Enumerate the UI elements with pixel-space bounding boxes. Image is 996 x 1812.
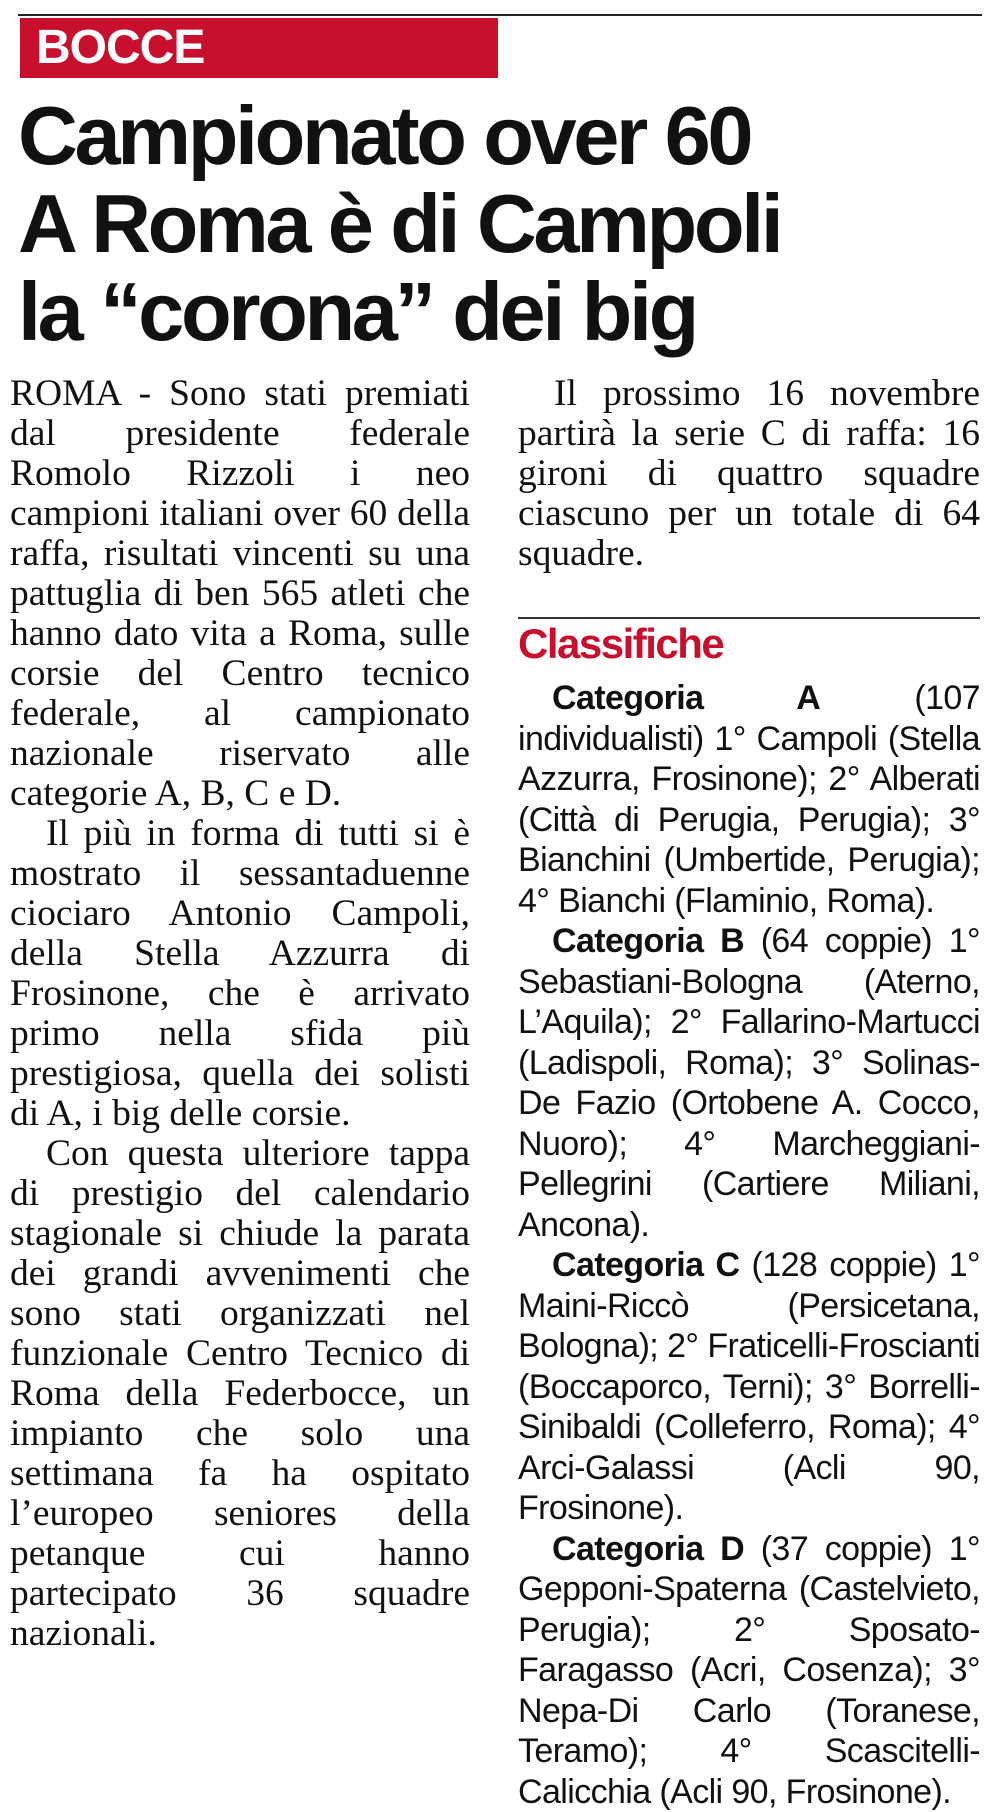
article-column-left — [10, 374, 470, 1654]
results-entry — [518, 1245, 980, 1529]
headline-line-3: la “corona” dei big — [18, 268, 988, 356]
body-paragraph: Il prossimo 16 novembre partirà la serie C di raffa: 16 gironi di quattro squadre ciascuno per un totale di 64 squadre. — [518, 374, 980, 574]
results-entry — [518, 1529, 980, 1812]
category-results: (64 coppie) 1° Sebastiani-Bologna (Aterno, L’Aquila); 2° Fallarino-Martucci (Ladispoli, Roma); 3° Solinas-De Fazio (Ortobene A. Cocco, Nuoro); 4° Marcheggiani-Pellegrini (Cartiere Miliani, Ancona). — [518, 922, 980, 1244]
category-name: Categoria B — [552, 922, 744, 960]
results-entry — [518, 921, 980, 1245]
category-name: Categoria C — [552, 1246, 739, 1284]
body-paragraph: Con questa ulteriore tappa di prestigio del calendario stagionale si chiude la parata dei grandi avvenimenti che sono stati organizzati nel funzionale Centro Tecnico di Roma della Federbocce, un impianto che solo una settimana fa ha ospitato l’europeo seniores della petanque cui hanno partecipato 36 squadre nazionali. — [10, 1134, 470, 1654]
results-entry — [518, 678, 980, 921]
category-name: Categoria D — [552, 1530, 744, 1568]
section-divider — [518, 617, 980, 619]
body-paragraph: ROMA - Sono stati premiati dal presidente federale Romolo Rizzoli i neo campioni italiani over 60 della raffa, risultati vincenti su una pattuglia di ben 565 atleti che hanno dato vita a Roma, sulle corsie del Centro tecnico federale, al campionato nazionale riservato alle categorie A, B, C e D. — [10, 374, 470, 814]
results-list — [518, 678, 980, 1812]
top-rule — [18, 14, 982, 16]
category-results: (107 individualisti) 1° Campoli (Stella Azzurra, Frosinone); 2° Alberati (Città di Perugia, Perugia); 3° Bianchini (Umbertide, Perugia); 4° Bianchi (Flaminio, Roma). — [518, 679, 980, 920]
headline — [18, 92, 988, 356]
category-results: (128 coppie) 1° Maini-Riccò (Persicetana, Bologna); 2° Fraticelli-Froscianti (Boccaporco, Terni); 3° Borrelli-Sinibaldi (Colleferro, Roma); 4° Arci-Galassi (Acli 90, Frosinone). — [518, 1246, 980, 1527]
headline-line-2: A Roma è di Campoli — [18, 180, 988, 268]
section-label-banner — [20, 18, 498, 78]
results-title: Classifiche — [518, 620, 723, 668]
category-results: (37 coppie) 1° Gepponi-Spaterna (Castelvieto, Perugia); 2° Sposato-Faragasso (Acri, Cosenza); 3° Nepa-Di Carlo (Toranese, Teramo); 4° Scascitelli-Calicchia (Acli 90, Frosinone). — [518, 1530, 980, 1811]
body-paragraph: Il più in forma di tutti si è mostrato il sessantaduenne ciociaro Antonio Campoli, della Stella Azzurra di Frosinone, che è arrivato primo nella sfida più prestigiosa, quella dei solisti di A, i big delle corsie. — [10, 814, 470, 1134]
category-name: Categoria A — [552, 679, 820, 717]
article-column-right — [518, 374, 980, 574]
section-label: BOCCE — [36, 20, 204, 75]
headline-line-1: Campionato over 60 — [18, 92, 988, 180]
